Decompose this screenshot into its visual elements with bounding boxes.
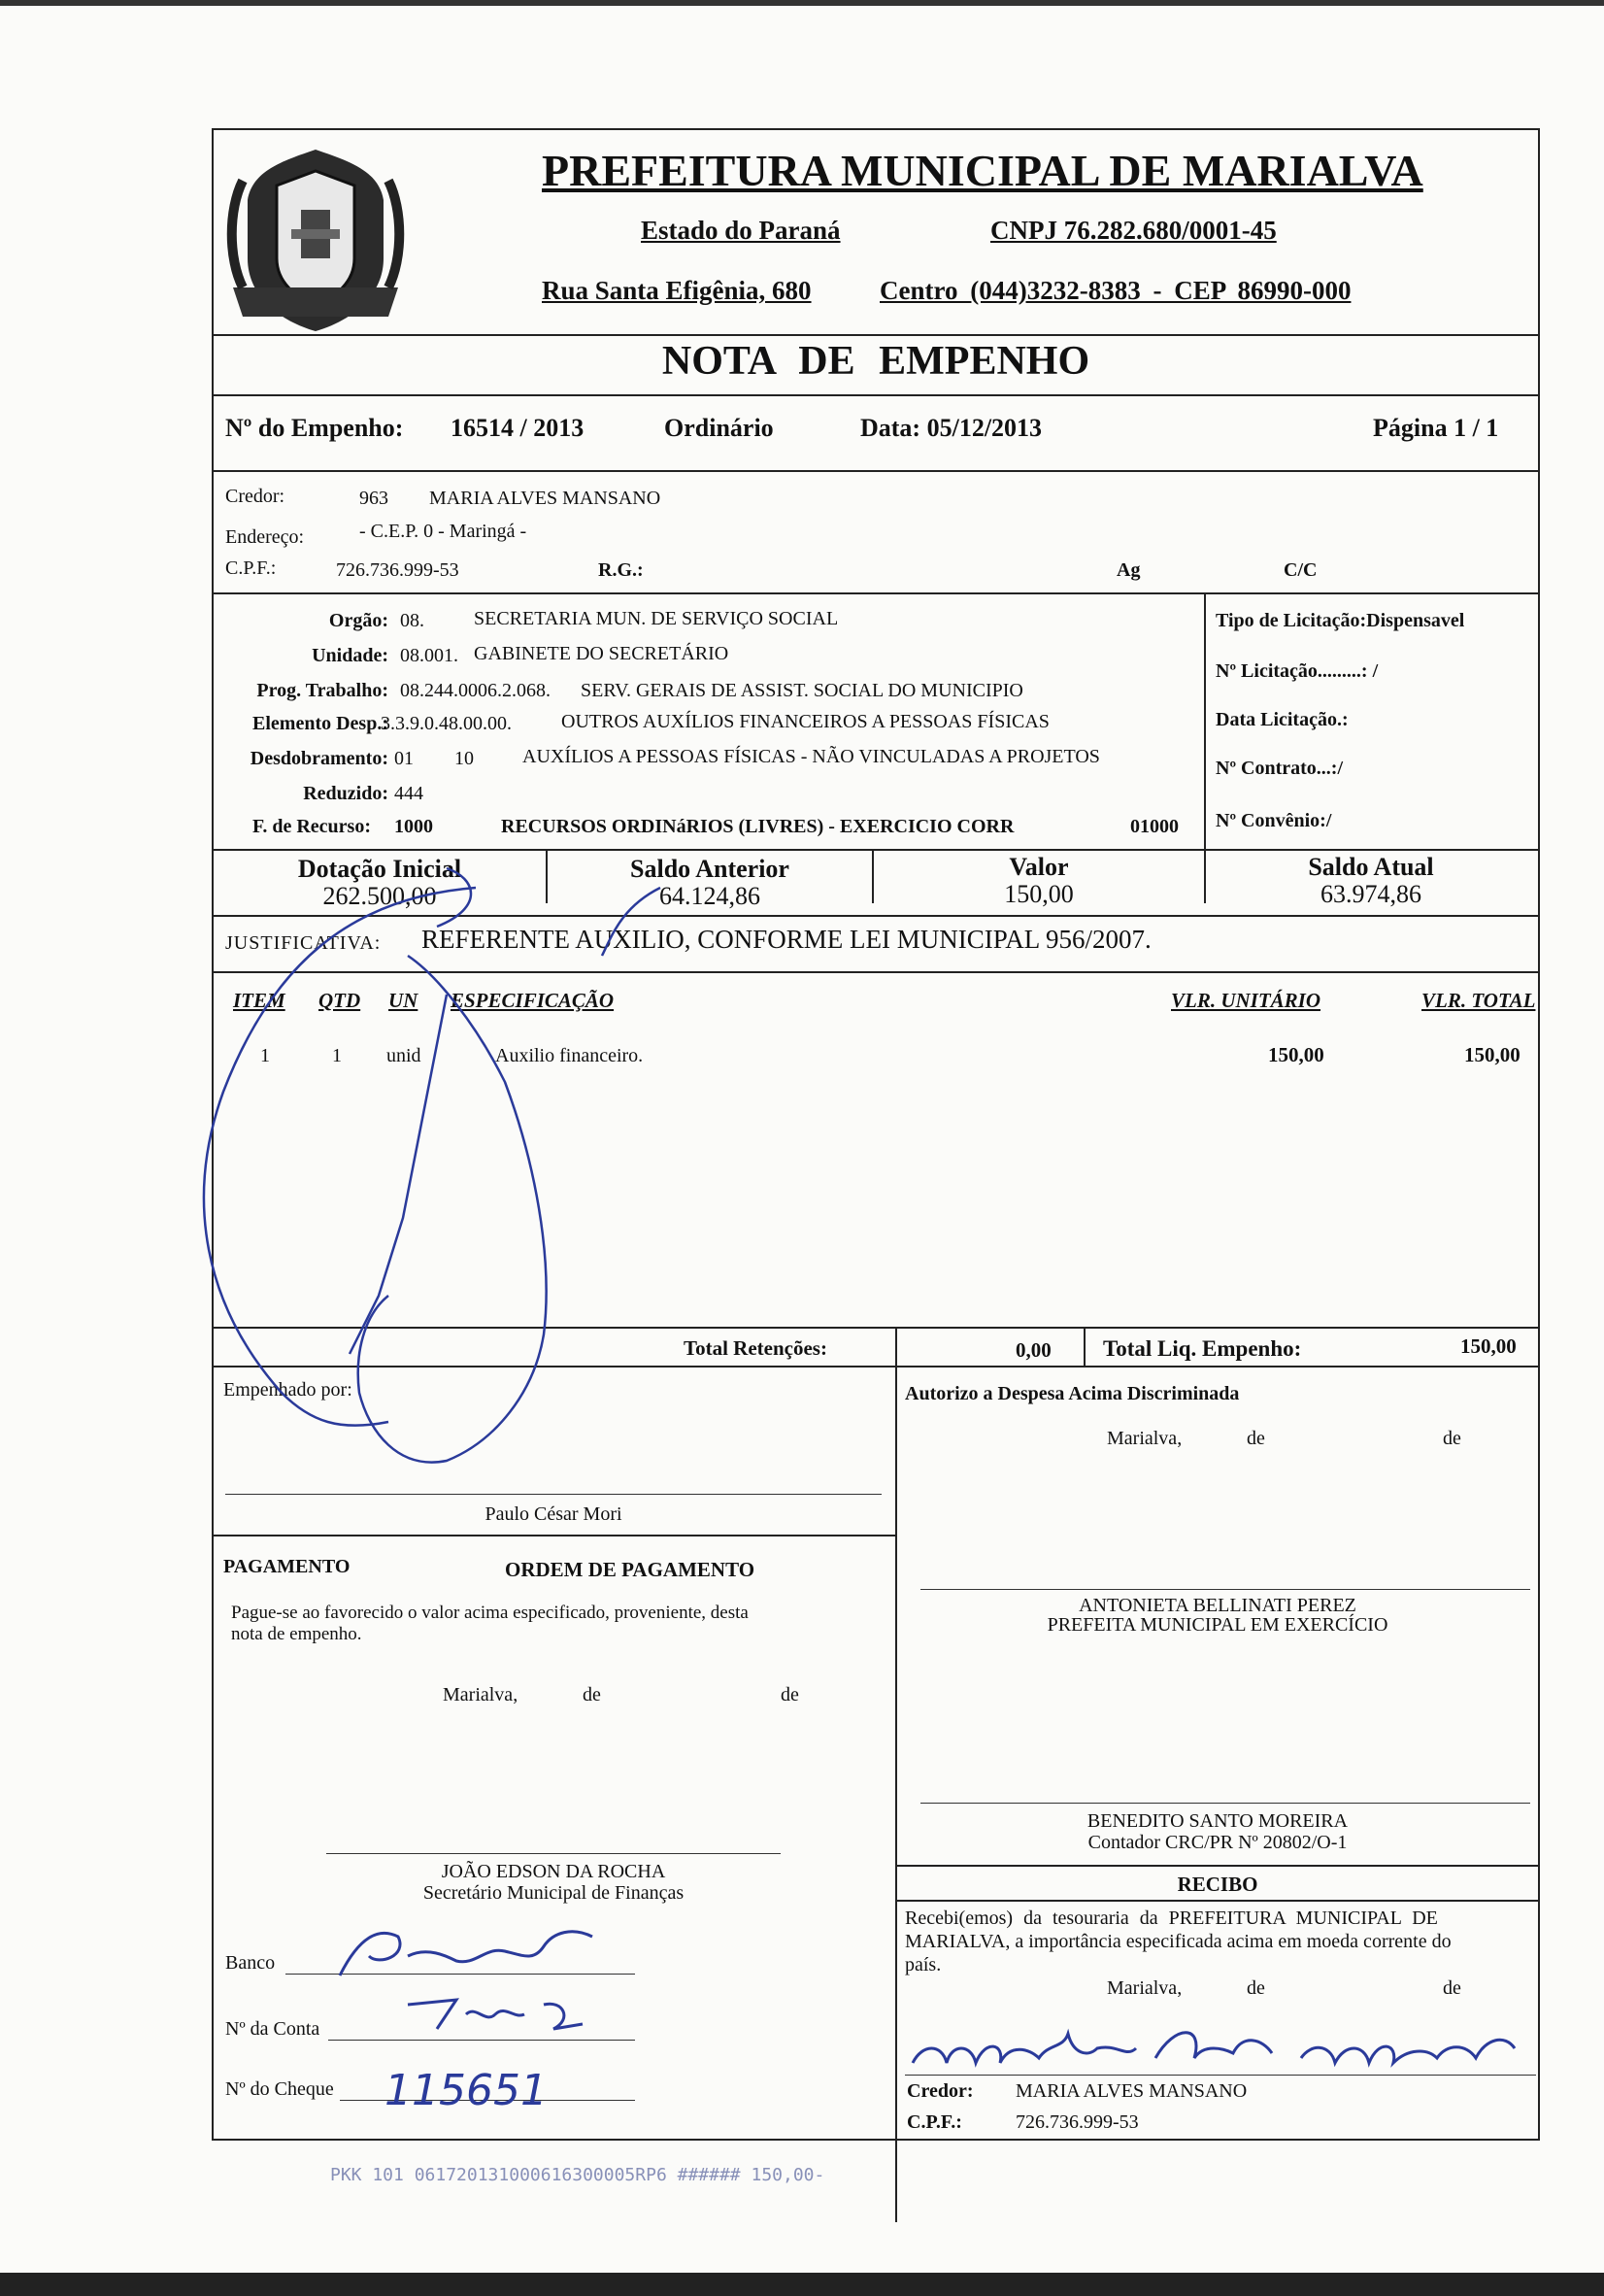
nota-de-empenho-form bbox=[212, 128, 1540, 2141]
empenho-number: 16514 / 2013 bbox=[451, 414, 585, 442]
endereco-value: - C.E.P. 0 - Maringá - bbox=[359, 521, 527, 542]
col-item: ITEM bbox=[233, 989, 285, 1012]
autorizo-de: de bbox=[1247, 1428, 1265, 1449]
conta-label: Nº da Conta bbox=[225, 2018, 320, 2040]
autorizo-de2: de bbox=[1443, 1428, 1461, 1449]
prefeita-title: PREFEITA MUNICIPAL EM EXERCÍCIO bbox=[1047, 1614, 1388, 1636]
liq-label: Total Liq. Empenho: bbox=[1103, 1336, 1302, 1361]
recibo-de: de bbox=[1247, 1977, 1265, 1999]
credor-name: MARIA ALVES MANSANO bbox=[429, 488, 661, 509]
elemento-label: Elemento Desp.: bbox=[252, 713, 388, 734]
orgao-name: SECRETARIA MUN. DE SERVIÇO SOCIAL bbox=[474, 608, 839, 629]
divider bbox=[214, 394, 1538, 396]
divider bbox=[895, 1327, 897, 2222]
divider bbox=[214, 470, 1538, 472]
rg-label: R.G.: bbox=[598, 559, 644, 581]
col-vlr-unitario: VLR. UNITÁRIO bbox=[1171, 989, 1321, 1012]
empenhado-name: Paulo César Mori bbox=[485, 1503, 622, 1525]
tipo-licitacao: Tipo de Licitação:Dispensavel bbox=[1216, 610, 1465, 631]
desdobramento-sub: 10 bbox=[454, 748, 474, 769]
saldo-anterior-value: 64.124,86 bbox=[659, 882, 760, 910]
credor-label: Credor: bbox=[225, 486, 285, 507]
circle-signature-mark bbox=[155, 849, 835, 1626]
divider bbox=[214, 334, 1538, 336]
recibo-de2: de bbox=[1443, 1977, 1461, 1999]
n-contrato: Nº Contrato...:/ bbox=[1216, 758, 1344, 779]
district-phone-cep: Centro (044)3232-8383 - CEP 86990-000 bbox=[880, 276, 1352, 305]
doc-title: NOTA DE EMPENHO bbox=[661, 339, 1090, 384]
row-total: 150,00 bbox=[1464, 1043, 1520, 1066]
credor-code: 963 bbox=[359, 488, 388, 509]
autorizo-city: Marialva, bbox=[1107, 1428, 1183, 1449]
recibo-text1: Recebi(emos) da tesouraria da PREFEITURA MUNICIPAL DE bbox=[905, 1908, 1438, 1929]
pagamento-de: de bbox=[583, 1684, 601, 1705]
valor-value: 150,00 bbox=[1004, 880, 1074, 908]
elemento-code: 3.3.9.0.48.00.00. bbox=[381, 713, 512, 734]
signature-line bbox=[920, 1589, 1530, 1590]
recibo-credor-label: Credor: bbox=[907, 2080, 974, 2102]
row-qtd: 1 bbox=[332, 1045, 342, 1066]
divider bbox=[1084, 1327, 1086, 1366]
endereco-label: Endereço: bbox=[225, 526, 305, 548]
desdobramento-code: 01 bbox=[394, 748, 414, 769]
empenhado-label: Empenhado por: bbox=[223, 1379, 352, 1401]
pagamento-city: Marialva, bbox=[443, 1684, 518, 1705]
contador-title: Contador CRC/PR Nº 20802/O-1 bbox=[1087, 1832, 1348, 1853]
page-number: Página 1 / 1 bbox=[1373, 414, 1499, 442]
ag-label: Ag bbox=[1117, 559, 1141, 581]
ordem-pagamento: ORDEM DE PAGAMENTO bbox=[505, 1558, 755, 1581]
cpf-value: 726.736.999-53 bbox=[336, 559, 459, 581]
scan-top-edge bbox=[0, 0, 1604, 6]
reduzido-value: 444 bbox=[394, 783, 423, 804]
desdobramento-name: AUXÍLIOS A PESSOAS FÍSICAS - NÃO VINCULADAS A PROJETOS bbox=[522, 746, 1100, 767]
credor-signature bbox=[893, 2005, 1534, 2082]
elemento-name: OUTROS AUXÍLIOS FINANCEIROS A PESSOAS FÍSICAS bbox=[561, 711, 1050, 732]
liq-value: 150,00 bbox=[1460, 1334, 1517, 1358]
unidade-name: GABINETE DO SECRETÁRIO bbox=[474, 643, 729, 664]
signature-line bbox=[326, 1853, 781, 1854]
signature-line bbox=[920, 1803, 1530, 1804]
prefeita-name: ANTONIETA BELLINATI PEREZ bbox=[1079, 1595, 1356, 1616]
banco-label: Banco bbox=[225, 1952, 276, 1974]
saldo-atual-value: 63.974,86 bbox=[1320, 880, 1421, 908]
row-item: 1 bbox=[260, 1045, 270, 1066]
cheque-handwritten: 115651 bbox=[384, 2066, 548, 2115]
unidade-label: Unidade: bbox=[312, 645, 388, 666]
prefeitura-title: PREFEITURA MUNICIPAL DE MARIALVA bbox=[542, 146, 1423, 195]
n-licitacao: Nº Licitação.........: / bbox=[1216, 660, 1379, 682]
recurso-label: F. de Recurso: bbox=[251, 816, 371, 837]
cheque-label: Nº do Cheque bbox=[225, 2078, 334, 2100]
cpf-label: C.P.F.: bbox=[225, 557, 277, 579]
col-un: UN bbox=[388, 989, 418, 1012]
row-un: unid bbox=[386, 1045, 421, 1066]
row-unit: 150,00 bbox=[1268, 1043, 1324, 1066]
recibo-city: Marialva, bbox=[1107, 1977, 1183, 1999]
divider bbox=[897, 1865, 1538, 1867]
conta-signature bbox=[398, 1985, 592, 2043]
pagamento-de2: de bbox=[781, 1684, 799, 1705]
prog-name: SERV. GERAIS DE ASSIST. SOCIAL DO MUNICIPIO bbox=[581, 680, 1023, 701]
divider bbox=[897, 1900, 1538, 1902]
recibo-cpf-label: C.P.F.: bbox=[907, 2111, 962, 2133]
saldo-anterior-label: Saldo Anterior bbox=[630, 855, 789, 883]
footer-code: PKK 101 061720131000616300005RP6 ###### 150,00- bbox=[330, 2165, 825, 2185]
divider bbox=[1204, 592, 1206, 849]
orgao-label: Orgão: bbox=[328, 610, 388, 631]
contador-name: BENEDITO SANTO MOREIRA bbox=[1086, 1810, 1349, 1832]
n-convenio: Nº Convênio:/ bbox=[1216, 810, 1332, 831]
row-spec: Auxilio financeiro. bbox=[495, 1045, 644, 1066]
col-qtd: QTD bbox=[318, 989, 361, 1012]
desdobramento-label: Desdobramento: bbox=[250, 748, 388, 769]
dotacao-label: Dotação Inicial bbox=[297, 855, 462, 883]
reduzido-label: Reduzido: bbox=[303, 783, 388, 804]
data-licitacao: Data Licitação.: bbox=[1216, 709, 1349, 730]
valor-label: Valor bbox=[1009, 853, 1069, 881]
secretario-title: Secretário Municipal de Finanças bbox=[422, 1882, 685, 1904]
pagamento-text2: nota de empenho. bbox=[231, 1624, 362, 1644]
secretario-name: JOÃO EDSON DA ROCHA bbox=[441, 1861, 666, 1882]
recibo-credor-name: MARIA ALVES MANSANO bbox=[1016, 2080, 1248, 2102]
empenho-date: Data: 05/12/2013 bbox=[860, 414, 1043, 442]
address-label: Rua Santa Efigênia, 680 bbox=[542, 276, 812, 305]
recurso-num: 01000 bbox=[1130, 816, 1179, 837]
dotacao-value: 262.500,00 bbox=[322, 882, 437, 910]
prog-code: 08.244.0006.2.068. bbox=[400, 680, 551, 701]
retencoes-label: Total Retenções: bbox=[684, 1336, 827, 1360]
banco-signature bbox=[320, 1917, 612, 1985]
recibo-title: RECIBO bbox=[1177, 1873, 1258, 1896]
pagamento-text1: Pague-se ao favorecido o valor acima especificado, proveniente, desta bbox=[231, 1603, 749, 1623]
recibo-text3: país. bbox=[905, 1954, 942, 1975]
empenho-number-label: Nº do Empenho: bbox=[225, 414, 404, 442]
justificativa-label: JUSTIFICATIVA: bbox=[225, 932, 382, 954]
scan-bottom-edge bbox=[0, 2273, 1604, 2296]
state-label: Estado do Paraná bbox=[641, 216, 841, 245]
justificativa-text: REFERENTE AUXILIO, CONFORME LEI MUNICIPAL 956/2007. bbox=[421, 925, 1152, 954]
saldo-atual-label: Saldo Atual bbox=[1308, 853, 1434, 881]
coat-of-arms-icon bbox=[223, 142, 408, 336]
recurso-name: RECURSOS ORDINáRIOS (LIVRES) - EXERCICIO CORR bbox=[501, 816, 1015, 837]
recurso-code: 1000 bbox=[394, 816, 433, 837]
retencoes-value: 0,00 bbox=[1016, 1338, 1052, 1362]
col-vlr-total: VLR. TOTAL bbox=[1421, 989, 1536, 1012]
pagamento-label: PAGAMENTO bbox=[223, 1556, 351, 1577]
recibo-cpf: 726.736.999-53 bbox=[1016, 2111, 1139, 2133]
cc-label: C/C bbox=[1284, 559, 1318, 581]
unidade-code: 08.001. bbox=[400, 645, 458, 666]
col-especificacao: ESPECIFICAÇÃO bbox=[451, 989, 615, 1012]
orgao-code: 08. bbox=[400, 610, 424, 631]
autorizo-label: Autorizo a Despesa Acima Discriminada bbox=[905, 1383, 1240, 1404]
empenho-type: Ordinário bbox=[664, 414, 774, 442]
divider bbox=[214, 592, 1538, 594]
recibo-text2: MARIALVA, a importância especificada acima em moeda corrente do bbox=[905, 1931, 1452, 1952]
prog-label: Prog. Trabalho: bbox=[256, 680, 388, 701]
cnpj-label: CNPJ 76.282.680/0001-45 bbox=[990, 216, 1277, 245]
